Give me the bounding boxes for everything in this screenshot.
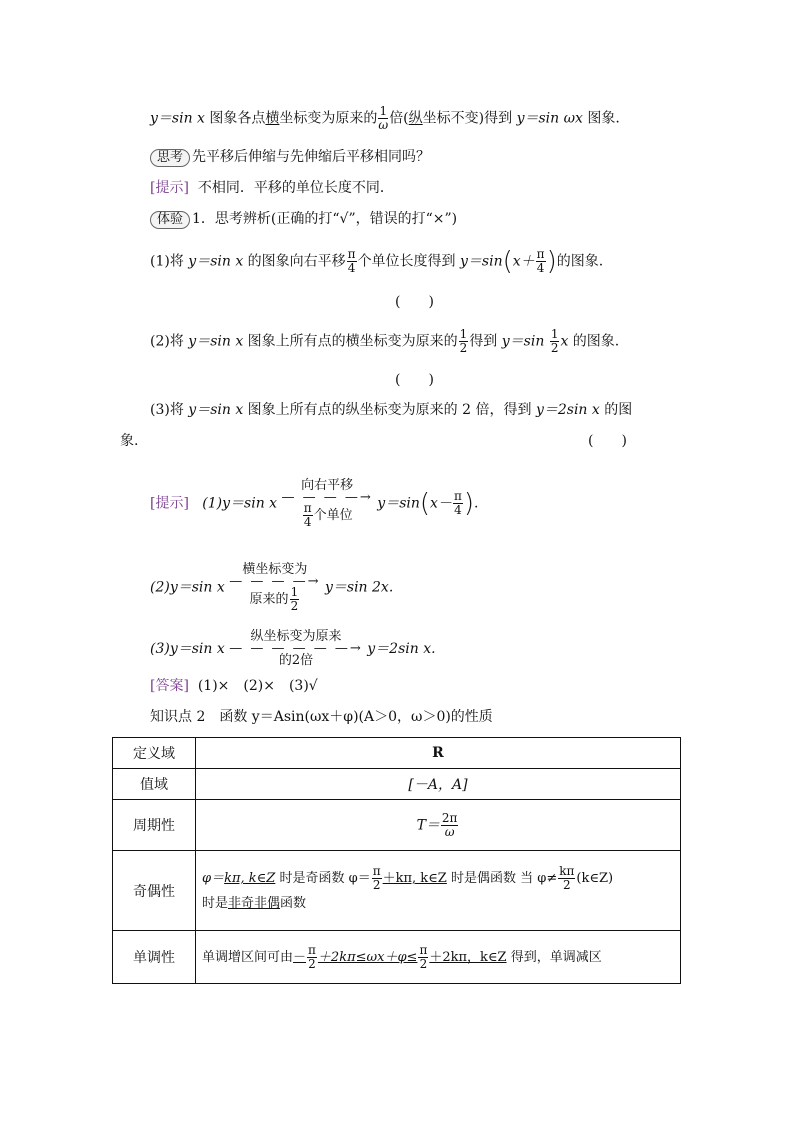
text: ＋2kπ≤ωx＋φ≤ <box>317 949 418 965</box>
text: 的图象. <box>556 253 604 270</box>
fraction <box>459 328 469 355</box>
denominator: 2 <box>308 956 316 971</box>
paren: ) <box>463 488 474 519</box>
experience-tag: 体验 <box>150 211 190 229</box>
hint-2 <box>150 562 393 613</box>
row-label: 定义域 <box>113 738 196 769</box>
arrow-bottom <box>229 586 320 613</box>
fraction <box>347 248 357 275</box>
denominator: 4 <box>303 515 312 529</box>
text: y＝sin x <box>188 402 244 418</box>
text: y＝sin x <box>150 110 205 127</box>
dash: — — — — <box>229 574 308 589</box>
text: y＝sin x <box>188 253 244 270</box>
arrow-stretch <box>229 562 320 613</box>
properties-table <box>112 737 681 984</box>
text: (k∈Z) <box>576 871 614 886</box>
text: (2)将 <box>150 333 189 350</box>
arrow-line: — — — —→ <box>229 574 321 589</box>
numerator: 1 <box>459 327 468 341</box>
text: (1)y＝sin x <box>202 495 278 512</box>
row-value: R <box>196 738 681 769</box>
text: 图象. <box>582 110 620 127</box>
row-label: 周期性 <box>113 800 196 851</box>
text: y＝sin <box>501 333 545 350</box>
text: 倍( <box>389 110 409 127</box>
text: 个单位 <box>313 508 353 523</box>
intro-line <box>150 105 620 132</box>
text: 坐标不变)得到 <box>422 110 517 127</box>
fraction <box>303 502 313 529</box>
think-question: 先平移后伸缩与先伸缩后平移相同吗？ <box>192 149 431 165</box>
text: 原来的 <box>249 592 289 607</box>
denominator: ω <box>444 824 455 839</box>
row-value <box>196 800 681 851</box>
denominator: 4 <box>454 503 462 517</box>
numerator: 2π <box>441 810 458 825</box>
row-label: 奇偶性 <box>113 851 196 931</box>
numerator: π <box>347 247 356 261</box>
paren: ( <box>502 246 513 277</box>
fraction <box>550 328 560 355</box>
text: y＝sin <box>377 495 420 512</box>
fraction <box>290 586 300 613</box>
fraction <box>372 865 382 892</box>
numerator: 1 <box>550 327 559 341</box>
text: (3)y＝sin x <box>150 641 225 657</box>
text: T＝ <box>416 817 440 833</box>
numerator: π <box>308 942 316 957</box>
fraction <box>307 944 317 971</box>
text: y＝sin ωx <box>516 110 583 127</box>
text: ＋kπ, k∈Z <box>382 871 447 886</box>
numerator: π <box>536 247 545 261</box>
text: 的图 <box>599 402 633 418</box>
answer-line <box>150 676 318 696</box>
table-row <box>113 931 681 984</box>
arrow-scale <box>229 629 363 669</box>
hint-label: [提示] <box>150 180 189 196</box>
denominator: ω <box>378 118 389 132</box>
question-1 <box>150 248 603 275</box>
denominator: 2 <box>419 956 428 971</box>
denominator: 2 <box>372 878 381 892</box>
text: y＝sin <box>460 253 503 270</box>
fraction <box>453 490 463 517</box>
text: x <box>560 333 569 350</box>
answer-paren-3[interactable]: ( ) <box>588 433 627 449</box>
text: y＝2sin x. <box>367 641 436 657</box>
text: 函数 <box>280 896 307 911</box>
text: (3)将 <box>150 402 189 418</box>
text: y＝2sin x <box>535 402 600 418</box>
arrow-bottom: 的2倍 <box>278 653 314 668</box>
table-row <box>113 800 681 851</box>
fraction <box>441 812 459 839</box>
hint-label: [提示] <box>150 495 189 512</box>
numerator: π <box>303 501 312 515</box>
arrow-line: — — — —→ <box>281 490 373 505</box>
paren: ( <box>419 488 431 519</box>
question-2 <box>150 328 619 355</box>
hint-3 <box>150 629 436 669</box>
table-row <box>113 769 681 800</box>
text: 个单位长度得到 <box>357 253 461 270</box>
fraction <box>378 105 388 132</box>
text: － <box>293 949 307 965</box>
text: (1)将 <box>150 253 189 270</box>
text: ＋2kπ，k∈Z <box>429 949 507 965</box>
text: 图象上所有点的横坐标变为原来的 <box>243 333 458 350</box>
row-label: 单调性 <box>113 931 196 984</box>
table-row <box>113 851 681 931</box>
denominator: 2 <box>550 341 559 355</box>
denominator: 2 <box>290 599 299 613</box>
arrow-shift <box>282 478 373 529</box>
fraction <box>536 248 546 275</box>
row-value: [－A，A] <box>196 769 681 800</box>
text: y＝sin 2x. <box>324 579 394 596</box>
question-3 <box>150 400 632 420</box>
answer-paren-1[interactable]: ( ) <box>395 294 434 310</box>
text: 的图象. <box>568 333 620 350</box>
numerator: 1 <box>290 585 299 599</box>
table-row <box>113 738 681 769</box>
text: (2)y＝sin x <box>150 579 225 596</box>
text: x－ <box>430 495 452 512</box>
text: 非奇非偶 <box>228 896 281 911</box>
dash: — — — — <box>281 490 360 505</box>
numerator: π <box>372 864 381 878</box>
hint-text: 不相同．平移的单位长度不同． <box>197 180 394 196</box>
answer-label: [答案] <box>150 678 189 694</box>
numerator: π <box>453 489 462 503</box>
paren: ) <box>546 246 557 277</box>
arrow-top: 向右平移 <box>301 478 354 493</box>
text: 图象各点 <box>204 110 266 127</box>
text: 得到 <box>469 333 502 350</box>
text: x＋ <box>512 253 535 270</box>
numerator: kπ <box>559 864 575 878</box>
think-hint <box>150 178 394 198</box>
text: φ＝ <box>202 871 225 886</box>
arrow-top: 横坐标变为 <box>242 562 308 577</box>
text: 纵 <box>408 110 423 127</box>
text: y＝sin x <box>188 333 244 350</box>
text: 时是奇函数 φ＝ <box>275 871 371 886</box>
row-label: 值域 <box>113 769 196 800</box>
denominator: 4 <box>536 261 545 275</box>
text: 图象上所有点的纵坐标变为原来的 2 倍，得到 <box>243 402 536 418</box>
numerator: π <box>419 942 428 957</box>
denominator: 4 <box>347 261 356 275</box>
hint-1 <box>150 478 478 529</box>
text: 得到，单调减区 <box>506 949 602 965</box>
text: 时是 <box>202 896 229 911</box>
think-tag: 思考 <box>150 149 190 167</box>
text: 的图象向右平移 <box>243 253 346 270</box>
dash: — — — — — — <box>229 641 350 656</box>
denominator: 2 <box>563 878 571 892</box>
text: 时是偶函数 当 φ≠ <box>446 871 558 886</box>
think-line <box>150 147 430 167</box>
fraction <box>558 865 575 892</box>
text: 1．思考辨析(正确的打“√”，错误的打“×”) <box>192 211 458 227</box>
fraction <box>418 944 428 971</box>
arrow-line: — — — — — —→ <box>229 641 363 656</box>
row-value <box>196 851 681 931</box>
row-value <box>196 931 681 984</box>
text: 单调增区间可由 <box>202 949 294 965</box>
text: . <box>473 495 479 512</box>
experience-title <box>150 209 457 229</box>
arrow-bottom <box>282 502 373 529</box>
question-3-line2: 象. <box>120 433 139 449</box>
numerator: 1 <box>379 104 388 118</box>
section-title: 知识点 2 函数 y＝Asin(ωx＋φ)(A＞0，ω＞0)的性质 <box>150 709 493 725</box>
denominator: 2 <box>459 341 468 355</box>
text: kπ, k∈Z <box>224 871 276 886</box>
arrow-top: 纵坐标变为原来 <box>250 629 342 644</box>
text: 坐标变为原来的 <box>279 110 378 127</box>
underlined-condition <box>293 942 507 971</box>
answer-paren-2[interactable]: ( ) <box>395 372 434 388</box>
text: 横 <box>265 110 280 127</box>
answer-text: (1)× (2)× (3)√ <box>197 678 318 694</box>
